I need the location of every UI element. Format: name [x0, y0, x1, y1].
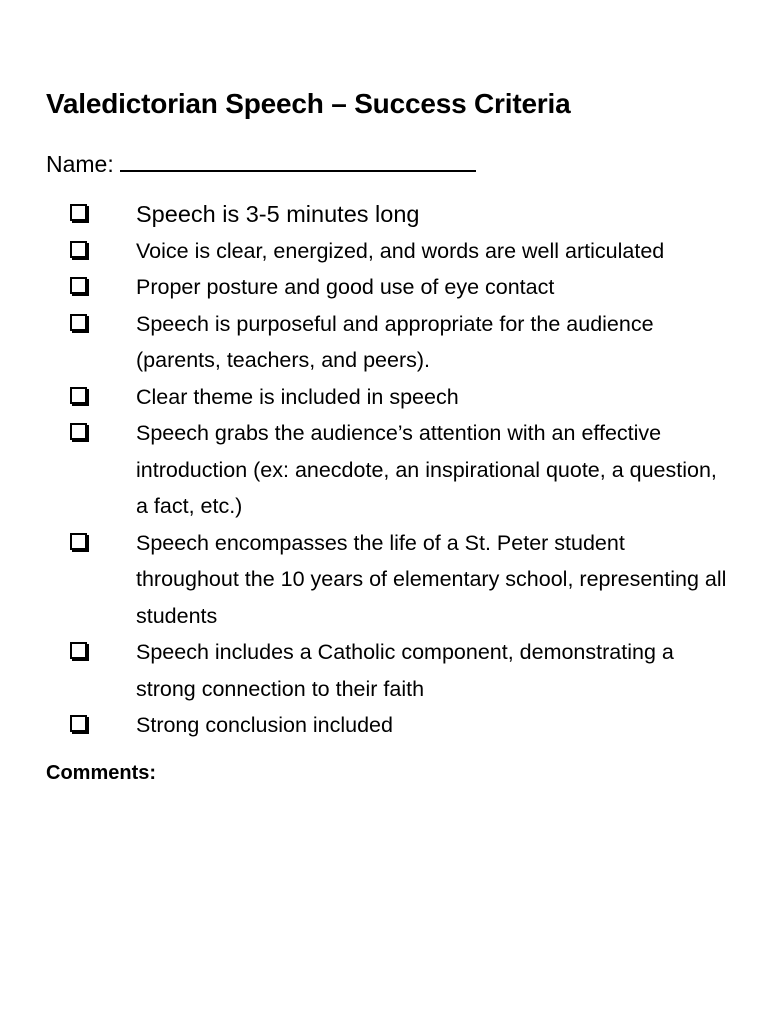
- criteria-text: Speech is purposeful and appropriate for the audience (parents, teachers, and peers).: [136, 311, 654, 372]
- checkbox-icon[interactable]: [70, 204, 87, 221]
- comments-label: Comments:: [46, 762, 157, 784]
- criteria-item: [0, 415, 768, 525]
- checkbox-icon[interactable]: [70, 715, 87, 732]
- checkbox-icon[interactable]: [70, 642, 87, 659]
- criteria-text: Speech includes a Catholic component, demonstrating a strong connection to their faith: [136, 640, 674, 701]
- name-label: Name:: [46, 151, 114, 177]
- criteria-text: Speech is 3-5 minutes long: [136, 201, 420, 227]
- checkbox-icon[interactable]: [70, 423, 87, 440]
- criteria-item: [0, 196, 768, 233]
- checkbox-icon[interactable]: [70, 314, 87, 331]
- criteria-item: [0, 707, 768, 744]
- criteria-text: Speech encompasses the life of a St. Peter student throughout the 10 years of elementary school, representing all students: [136, 530, 727, 628]
- criteria-item: [0, 634, 768, 707]
- criteria-item: [0, 269, 768, 306]
- criteria-text: Speech grabs the audience’s attention with an effective introduction (ex: anecdote, an inspirational quote, a question, a fact, etc.): [136, 421, 717, 518]
- criteria-item: [0, 306, 768, 379]
- checkbox-icon[interactable]: [70, 277, 87, 294]
- criteria-text: Strong conclusion included: [136, 713, 393, 737]
- checkbox-icon[interactable]: [70, 387, 87, 404]
- criteria-checklist: [0, 196, 768, 744]
- checkbox-icon[interactable]: [70, 241, 87, 258]
- name-field: [46, 148, 476, 178]
- criteria-text: Proper posture and good use of eye contact: [136, 275, 555, 299]
- criteria-text: Clear theme is included in speech: [136, 384, 459, 409]
- checkbox-icon[interactable]: [70, 533, 87, 550]
- criteria-item: [0, 379, 768, 416]
- criteria-text: Voice is clear, energized, and words are well articulated: [136, 238, 665, 263]
- document-title: Valedictorian Speech – Success Criteria: [46, 88, 571, 119]
- name-blank-line: [120, 148, 476, 172]
- criteria-item: [0, 525, 768, 635]
- criteria-item: [0, 233, 768, 270]
